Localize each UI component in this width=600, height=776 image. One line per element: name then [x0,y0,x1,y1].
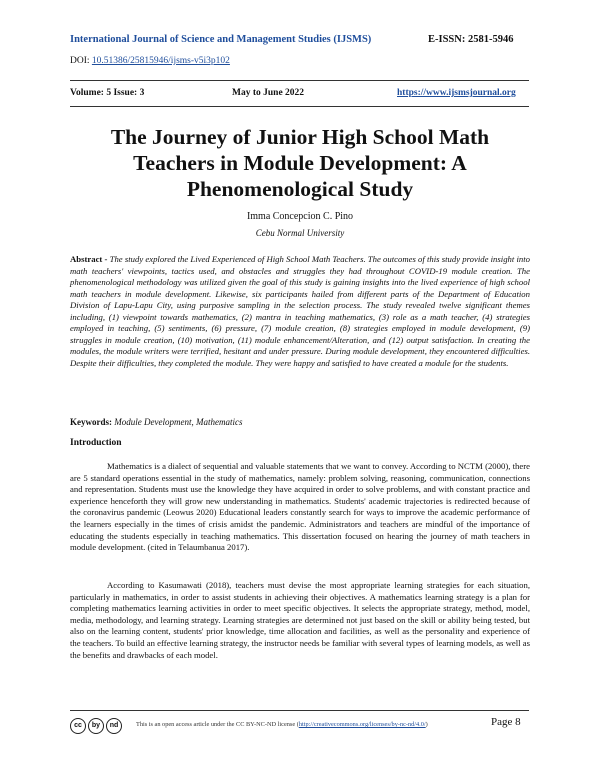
keywords-label: Keywords: [70,417,112,427]
doi-label: DOI: [70,56,90,66]
paper-title: The Journey of Junior High School Math Teachers in Module Development: A Phenomenological Study [110,125,490,201]
abstract-text: The study explored the Lived Experienced of High School Math Teachers. The outcomes of this study provide insight into math teachers' viewpoints, tactics used, and obstacles and struggles they had throughout COVID-19 module creation. The phenomenological methodology was utilized given the goal of this study is gaining insights into the lived experience of high school math teachers in module development. Likewise, six participants hailed from different parts of the Department of Education Division of Lapu-Lapu City, using purposive sampling in the selection process. The study revealed twelve significant themes including, (1) viewpoint towards mathematics, (2) mantra in teaching mathematics, (3) role as a math teacher, (4) strategies employed in teaching, (5) sentiments, (6) pressure, (7) module creation, (8) strategies employed in module development, (9) struggles in module creation, (10) motivation, (11) module enhancement/Alteration, and (12) output satisfaction. In creating the modules, the module writers were terrified, hesitant and under pressure. During module development, they encountered difficulties. Despite their difficulties, they completed the module. They were happy and satisfied to have created a module for the students. [70,254,531,368]
issue-date: May to June 2022 [232,88,305,98]
keywords-text: Module Development, Mathematics [114,417,243,427]
doi-line [70,56,230,66]
paragraph-text: Mathematics is a dialect of sequential and valuable statements that we want to convey. According to NCTM (2000), there are 5 standard operations essential in the study of mathematics, namely: problem solving, reasoning, communication, connections and representation. Students must use the knowledge they have acquired in order to solve problems, and with constant practice and experience henceforth they will grow new understanding in mathematics. Students' academic trajectories is redirected because of the coronavirus pandemic (Leowus 2020) Educational leaders constantly search for ways to improve the academic performance of the learners especially in the times of crisis amidst the pandemic. Administrators and teachers are mindful of the importance of educating the students especially in teaching mathematics. This dissertation focused on hearing the journey of math teachers in module development. (cited in Telaumbanua 2017). [70,461,530,553]
journal-url-link[interactable]: https://www.ijsmsjournal.org [397,88,516,98]
page-number: Page 8 [491,716,521,728]
author-affiliation: Cebu Normal University [255,228,345,238]
cc-icon: cc [70,718,86,734]
license-link[interactable]: http://creativecommons.org/licenses/by-nc-nd/4.0/ [298,721,426,728]
introduction-heading: Introduction [70,438,122,448]
by-icon: by [88,718,104,734]
author-name: Imma Concepcion C. Pino [246,211,354,222]
abstract [70,254,530,369]
title-divider [70,106,529,107]
paragraph [70,580,530,661]
cc-license-badge[interactable] [70,716,130,736]
volume-issue: Volume: 5 Issue: 3 [70,88,145,98]
license-prefix: This is an open access article under the CC BY-NC-ND license ( [136,721,299,728]
footer-divider [70,710,529,711]
issn: E-ISSN: 2581-5946 [428,34,514,45]
header-divider [70,80,529,81]
journal-name: International Journal of Science and Management Studies (IJSMS) [70,34,372,45]
nd-icon: nd [106,718,122,734]
abstract-label: Abstract - [70,254,108,264]
license-suffix: ) [425,721,428,728]
doi-link[interactable]: 10.51386/25815946/ijsms-v5i3p102 [91,56,230,66]
keywords [70,417,242,427]
paragraph-text: According to Kasumawati (2018), teachers must devise the most appropriate learning strategies for each situation, particularly in mathematics, in order to assist students in achieving their objectives. A mathematics learning strategy is a plan for completing mathematics learning activities in order to meet specific objectives. It selects the appropriate strategy, method, model, media, methodology, and learning strategy. Learning strategies are determined not just based on the skill or ability being tested, but also on the learning content, students' prior knowledge, time allocation and facilities, as well as the personality and experience of the teachers. To build an effective learning strategy, the instructor needs be familiar with several types of learning models, as well as the benefits and drawbacks of each model. [70,580,530,660]
paragraph [70,461,530,554]
license-text [136,721,428,728]
